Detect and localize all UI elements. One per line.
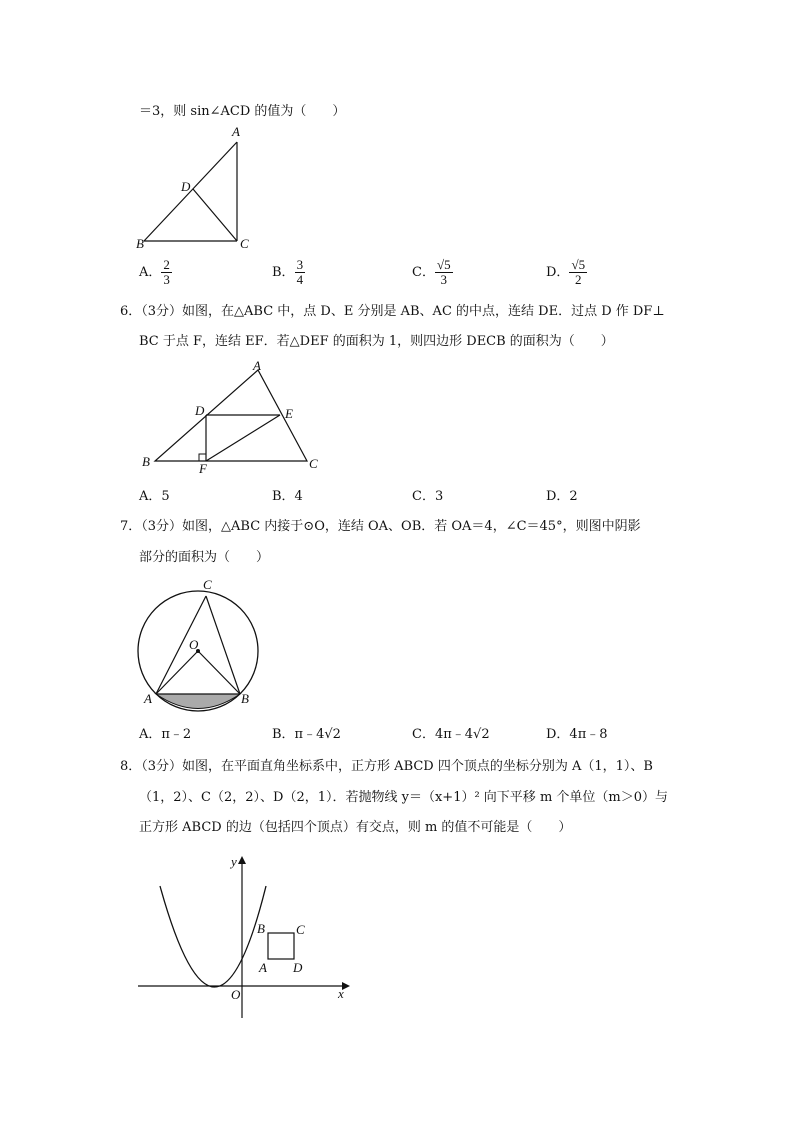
q7-figure <box>130 575 270 715</box>
q7-label-o: O <box>189 637 199 652</box>
q6-option-c[interactable]: C．3 <box>412 489 444 504</box>
q6-label-c: C <box>309 456 318 471</box>
q6-label-d: D <box>195 403 205 418</box>
q7-option-c[interactable]: C．4π﹣4√2 <box>412 727 490 742</box>
q6-option-a[interactable]: A．5 <box>139 489 170 504</box>
q7-stem-line2: 部分的面积为（ ） <box>139 550 270 565</box>
q8-label-x: x <box>338 986 344 1001</box>
q6-label-e: E <box>285 406 293 421</box>
q7-option-b[interactable]: B．π﹣4√2 <box>272 727 341 742</box>
q7-label-b: B <box>241 691 249 706</box>
q5-option-d[interactable]: D． $\frac{√5}{2}$ <box>546 257 586 287</box>
q8-stem-line2: （1，2）、C（2，2）、D（2，1）．若抛物线 y＝（x+1）² 向下平移 m 个单位（m＞0）与 <box>139 790 669 805</box>
q7-label-c: C <box>203 577 212 592</box>
q7-option-d[interactable]: D．4π﹣8 <box>546 727 608 742</box>
q5-option-c[interactable]: C． $\frac{√5}{3}$ <box>412 257 451 287</box>
q7-label-a: A <box>144 691 152 706</box>
q5-option-b[interactable]: B． $\frac{3}{4}$ <box>272 257 304 287</box>
q5-label-c: C <box>240 236 249 251</box>
q6-stem-line2: BC 于点 F，连结 EF．若△DEF 的面积为 1，则四边形 DECB 的面积为（ ） <box>139 334 614 349</box>
q5-figure <box>130 120 260 255</box>
q6-stem-line1: 6．（3分）如图，在△ABC 中，点 D、E 分别是 AB、AC 的中点，连结 DE．过点 D 作 DF⊥ <box>120 304 665 319</box>
q5-stem-tail: ＝3，则 sin∠ACD 的值为（ ） <box>139 104 346 119</box>
q5-option-a[interactable]: A． $\frac{2}{3}$ <box>139 257 170 287</box>
q8-stem-line1: 8．（3分）如图，在平面直角坐标系中，正方形 ABCD 四个顶点的坐标分别为 A（1，1）、B <box>120 759 653 774</box>
q5-label-b: B <box>136 236 144 251</box>
q6-figure <box>135 358 335 478</box>
q8-figure <box>130 850 360 1025</box>
q8-label-o: O <box>231 987 241 1002</box>
q6-option-b[interactable]: B．4 <box>272 489 303 504</box>
q8-label-c: C <box>296 922 305 937</box>
q6-label-f: F <box>199 461 207 476</box>
q8-label-y: y <box>231 854 237 869</box>
q7-stem-line1: 7．（3分）如图，△ABC 内接于⊙O，连结 OA、OB．若 OA＝4，∠C＝45°，则图中阴影 <box>120 519 641 534</box>
q6-option-d[interactable]: D．2 <box>546 489 578 504</box>
q8-label-a: A <box>259 960 267 975</box>
q5-label-d: D <box>181 179 191 194</box>
q7-option-a[interactable]: A．π﹣2 <box>139 727 192 742</box>
q5-label-a: A <box>232 124 240 139</box>
q8-label-d: D <box>293 960 303 975</box>
q6-label-a: A <box>253 358 261 373</box>
q6-label-b: B <box>142 454 150 469</box>
q8-label-b: B <box>257 921 265 936</box>
q8-stem-line3: 正方形 ABCD 的边（包括四个顶点）有交点，则 m 的值不可能是（ ） <box>139 820 572 835</box>
